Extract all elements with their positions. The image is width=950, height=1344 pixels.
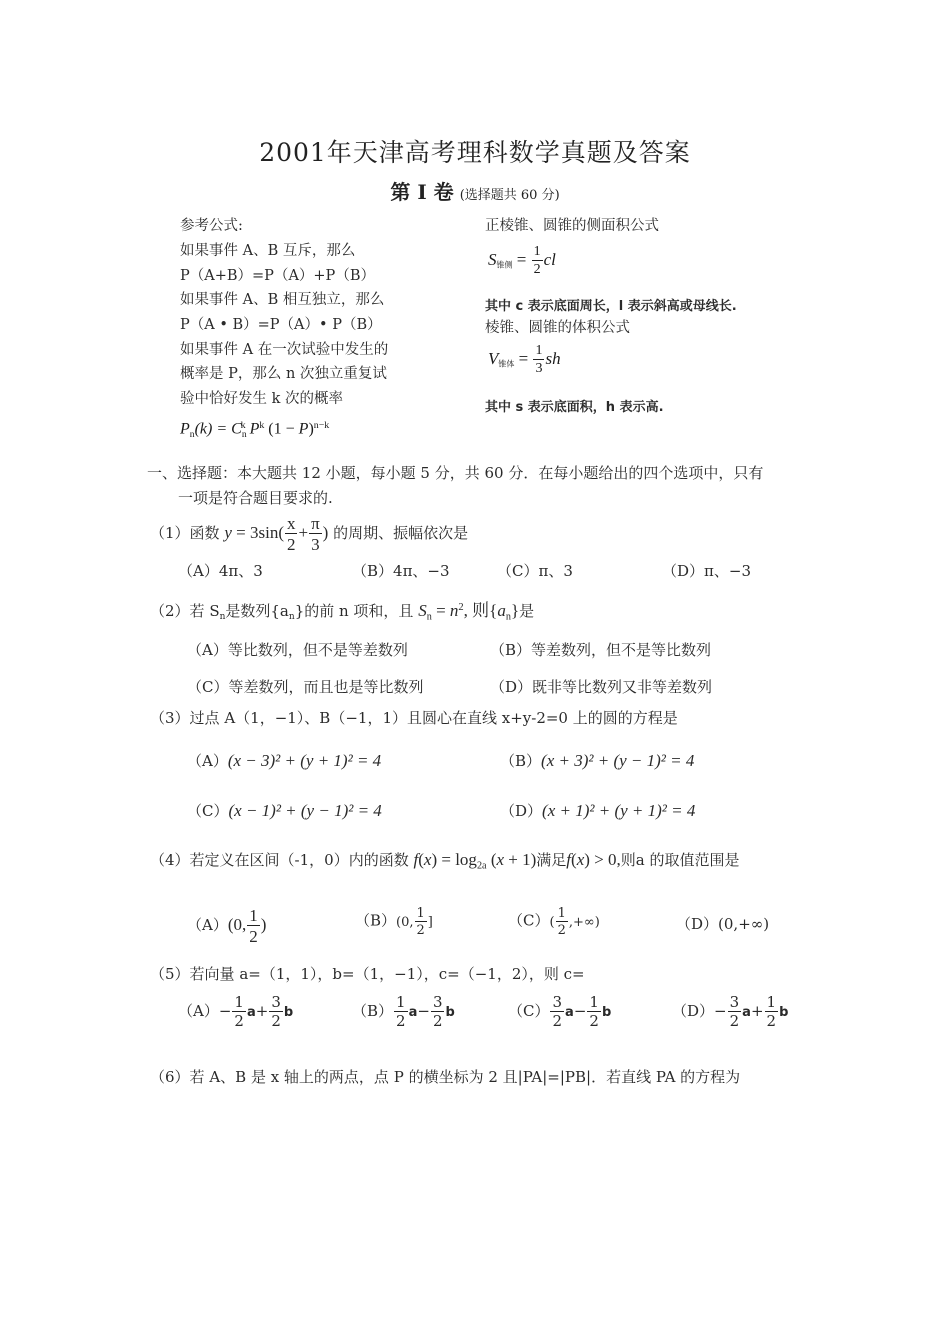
fraction-denominator: 2 bbox=[557, 923, 566, 938]
option-label: （B） bbox=[355, 911, 397, 930]
option-d[interactable] bbox=[662, 560, 751, 581]
fraction-denominator: 2 bbox=[271, 1012, 281, 1030]
option-d[interactable] bbox=[676, 913, 769, 934]
stem-text: 若 S bbox=[189, 602, 220, 620]
fraction-numerator: 1 bbox=[533, 244, 541, 259]
option-b[interactable] bbox=[352, 560, 450, 581]
question-stem bbox=[150, 707, 678, 728]
option-label: （C） bbox=[508, 911, 550, 930]
fraction-denominator: 2 bbox=[286, 535, 296, 554]
fraction-numerator: 1 bbox=[396, 993, 406, 1011]
stem-math: $f(x) = \log_{2a} (x + 1)$ bbox=[413, 850, 537, 872]
fraction-denominator: 2 bbox=[533, 262, 541, 277]
lateral-area-note: 其中 c 表示底面周长，l 表示斜高或母线长. bbox=[485, 299, 737, 314]
option-d[interactable] bbox=[672, 995, 788, 1029]
option-label: （A） bbox=[187, 641, 228, 659]
stem-text: 过点 A（1，−1）、B（−1，1）且圆心在直线 x+y-2=0 上的圆的方程是 bbox=[189, 709, 678, 727]
option-label: （D） bbox=[500, 802, 543, 820]
option-math: (0,+∞) bbox=[718, 915, 770, 933]
stem-math: $S_n = n^2$, 则$\{a_n\}$ bbox=[418, 601, 520, 623]
option-a[interactable] bbox=[187, 907, 266, 945]
option-text: (x + 3)² + (y − 1)² = 4 bbox=[541, 751, 695, 770]
question-number: （4） bbox=[150, 851, 190, 869]
ref-line: P（A+B）=P（A）+P（B） bbox=[180, 268, 375, 284]
fraction-denominator: 2 bbox=[766, 1012, 777, 1030]
option-text: 等比数列，但不是等差数列 bbox=[227, 641, 408, 659]
option-b[interactable] bbox=[490, 639, 711, 660]
option-a[interactable] bbox=[178, 560, 263, 581]
option-math: − $\frac{1}{2}$ a+ $\frac{3}{2}$ b bbox=[218, 993, 294, 1030]
ref-line: P（A • B）=P（A）• P（B） bbox=[180, 317, 382, 333]
stem-text: 的周期、振幅依次是 bbox=[333, 523, 469, 542]
fraction-denominator: 2 bbox=[249, 927, 258, 946]
option-text: (x + 1)² + (y + 1)² = 4 bbox=[542, 801, 696, 820]
option-c[interactable] bbox=[497, 560, 573, 581]
fraction-denominator: 2 bbox=[729, 1012, 740, 1030]
ref-line: 如果事件 A、B 互斥，那么 bbox=[180, 243, 356, 259]
option-d[interactable] bbox=[500, 800, 695, 821]
formula-rhs: sh bbox=[545, 348, 561, 368]
fraction-numerator: 3 bbox=[552, 993, 563, 1011]
option-text: 4π、−3 bbox=[393, 562, 450, 580]
formula-subscript: 锥体 bbox=[498, 359, 515, 369]
option-label: （B） bbox=[352, 562, 394, 580]
question-stem bbox=[150, 963, 585, 984]
ref-line: 验中恰好发生 k 次的概率 bbox=[180, 391, 344, 407]
stem-text: 满足 bbox=[536, 851, 567, 869]
option-a[interactable] bbox=[187, 750, 381, 771]
stem-text: 若向量 a=（1，1），b=（1，−1），c=（−1，2），则 c= bbox=[189, 965, 585, 983]
option-text: 4π、3 bbox=[218, 562, 263, 580]
option-b[interactable] bbox=[352, 995, 455, 1029]
binomial-probability-formula: $P_n(k) = C_n^k$ $P^k$ $(1 - P)^{n-k}$ bbox=[180, 420, 330, 440]
question-number: （1） bbox=[150, 523, 190, 542]
fraction-numerator: 1 bbox=[589, 993, 599, 1011]
option-a[interactable] bbox=[187, 639, 408, 660]
stem-math: y = 3sin( $\frac{x}{2}$ + $\frac{\pi}{3}$ ) bbox=[224, 514, 329, 554]
option-label: （A） bbox=[178, 562, 219, 580]
fraction-denominator: 2 bbox=[396, 1012, 406, 1030]
option-label: （B） bbox=[352, 1002, 394, 1020]
stem-text: 是 bbox=[519, 602, 535, 620]
fraction-numerator: 3 bbox=[271, 993, 281, 1011]
option-text: π、3 bbox=[538, 562, 573, 580]
formula-lhs: V bbox=[488, 348, 499, 368]
option-c[interactable] bbox=[508, 907, 600, 937]
option-b[interactable] bbox=[355, 907, 433, 937]
volume-note: 其中 s 表示底面积，h 表示高. bbox=[485, 400, 664, 415]
option-text: (x − 1)² + (y − 1)² = 4 bbox=[228, 801, 382, 820]
question-stem bbox=[150, 515, 468, 553]
option-text: 既非等比数列又非等差数列 bbox=[532, 678, 713, 696]
part-heading bbox=[0, 176, 950, 205]
fraction-numerator: x bbox=[286, 514, 296, 533]
option-c[interactable] bbox=[187, 676, 424, 697]
stem-text: 是数列{a bbox=[225, 602, 289, 620]
stem-text: 若定义在区间（-1，0）内的函数 bbox=[189, 851, 409, 869]
option-math: $\frac{3}{2}$ a− $\frac{1}{2}$ b bbox=[552, 993, 612, 1030]
option-label: （D） bbox=[676, 915, 719, 933]
option-a[interactable] bbox=[178, 995, 293, 1029]
fraction-numerator: 1 bbox=[766, 993, 777, 1011]
option-text: (x − 3)² + (y + 1)² = 4 bbox=[227, 751, 382, 770]
question-stem bbox=[150, 849, 739, 872]
lateral-area-formula: $S_{锥侧}$ = $\frac{1}{2}$ cl bbox=[488, 244, 556, 277]
fraction-numerator: 1 bbox=[416, 906, 425, 921]
question-stem bbox=[150, 1066, 740, 1087]
ref-line: 如果事件 A、B 相互独立，那么 bbox=[180, 292, 385, 308]
option-label: （A） bbox=[187, 915, 228, 934]
option-math: (0, $\frac{1}{2}$ ] bbox=[396, 906, 433, 938]
subscript: n bbox=[288, 612, 295, 623]
fraction-numerator: 1 bbox=[557, 906, 566, 921]
option-label: （A） bbox=[187, 752, 228, 770]
formula-subscript: 锥侧 bbox=[496, 260, 513, 270]
fraction-denominator: 2 bbox=[234, 1012, 244, 1030]
option-label: （D） bbox=[672, 1002, 715, 1020]
stem-text: 则a 的取值范围是 bbox=[620, 851, 740, 869]
question-number: （5） bbox=[150, 965, 190, 983]
option-label: （C） bbox=[187, 802, 229, 820]
stem-text: }的前 n 项和，且 bbox=[294, 602, 414, 620]
fraction-numerator: 1 bbox=[234, 993, 244, 1011]
fraction-denominator: 3 bbox=[311, 535, 320, 554]
option-b[interactable] bbox=[500, 750, 694, 771]
stem-text: 若 A、B 是 x 轴上的两点，点 P 的横坐标为 2 且|PA|=|PB|．若直线 PA 的方程为 bbox=[189, 1068, 741, 1086]
question-number: （2） bbox=[150, 602, 190, 620]
fraction-numerator: 3 bbox=[432, 993, 443, 1011]
volume-formula: $V_{锥体}$ = $\frac{1}{3}$ sh bbox=[488, 343, 561, 376]
option-label: （C） bbox=[497, 562, 539, 580]
document-title: 2001年天津高考理科数学真题及答案 bbox=[259, 138, 691, 167]
ref-heading: 参考公式: bbox=[180, 218, 243, 234]
fraction-numerator: π bbox=[311, 514, 320, 533]
option-text: 等差数列，但不是等比数列 bbox=[531, 641, 712, 659]
option-d[interactable] bbox=[490, 676, 712, 697]
option-text: 等差数列，而且也是等比数列 bbox=[228, 678, 424, 696]
option-c[interactable] bbox=[508, 995, 611, 1029]
part-note: (选择题共 60 分) bbox=[459, 188, 560, 203]
option-label: （C） bbox=[187, 678, 229, 696]
stem-math: f(x) > 0, bbox=[566, 850, 621, 869]
ref-line: 概率是 P，那么 n 次独立重复试 bbox=[180, 366, 387, 382]
fraction-numerator: 3 bbox=[729, 993, 740, 1011]
fraction-denominator: 2 bbox=[589, 1012, 599, 1030]
formula-lhs: S bbox=[488, 249, 497, 269]
option-math: − $\frac{3}{2}$ a+ $\frac{1}{2}$ b bbox=[714, 993, 789, 1030]
option-label: （D） bbox=[662, 562, 705, 580]
question-number: （3） bbox=[150, 709, 190, 727]
question-stem bbox=[150, 596, 534, 623]
option-label: （B） bbox=[500, 752, 542, 770]
ref-line: 如果事件 A 在一次试验中发生的 bbox=[180, 342, 389, 358]
fraction-numerator: 1 bbox=[535, 343, 543, 358]
fraction-numerator: 1 bbox=[249, 906, 258, 925]
option-math: ( $\frac{1}{2}$ ,+∞) bbox=[549, 906, 600, 938]
fraction-denominator: 2 bbox=[552, 1012, 563, 1030]
question-number: （6） bbox=[150, 1068, 190, 1086]
option-c[interactable] bbox=[187, 800, 382, 821]
fraction-denominator: 3 bbox=[535, 361, 543, 376]
option-label: （D） bbox=[490, 678, 533, 696]
volume-heading: 棱锥、圆锥的体积公式 bbox=[485, 320, 630, 336]
option-label: （B） bbox=[490, 641, 532, 659]
fraction-denominator: 2 bbox=[416, 923, 425, 938]
subscript: n bbox=[219, 612, 226, 623]
option-math: $\frac{1}{2}$ a− $\frac{3}{2}$ b bbox=[396, 993, 455, 1030]
stem-text: 函数 bbox=[189, 523, 220, 542]
part-label: 第 I 卷 bbox=[390, 180, 454, 204]
fraction-denominator: 2 bbox=[432, 1012, 443, 1030]
section-intro-line2: 一项是符合题目要求的. bbox=[178, 489, 333, 507]
option-label: （A） bbox=[178, 1002, 219, 1020]
lateral-area-heading: 正棱锥、圆锥的侧面积公式 bbox=[485, 218, 659, 234]
option-math: (0, $\frac{1}{2}$ ) bbox=[227, 906, 267, 946]
option-text: π、−3 bbox=[704, 562, 752, 580]
formula-rhs: cl bbox=[543, 249, 556, 269]
section-intro-line1: 一、选择题：本大题共 12 小题，每小题 5 分，共 60 分．在每小题给出的四个选项中，只有 bbox=[147, 464, 764, 482]
option-label: （C） bbox=[508, 1002, 550, 1020]
